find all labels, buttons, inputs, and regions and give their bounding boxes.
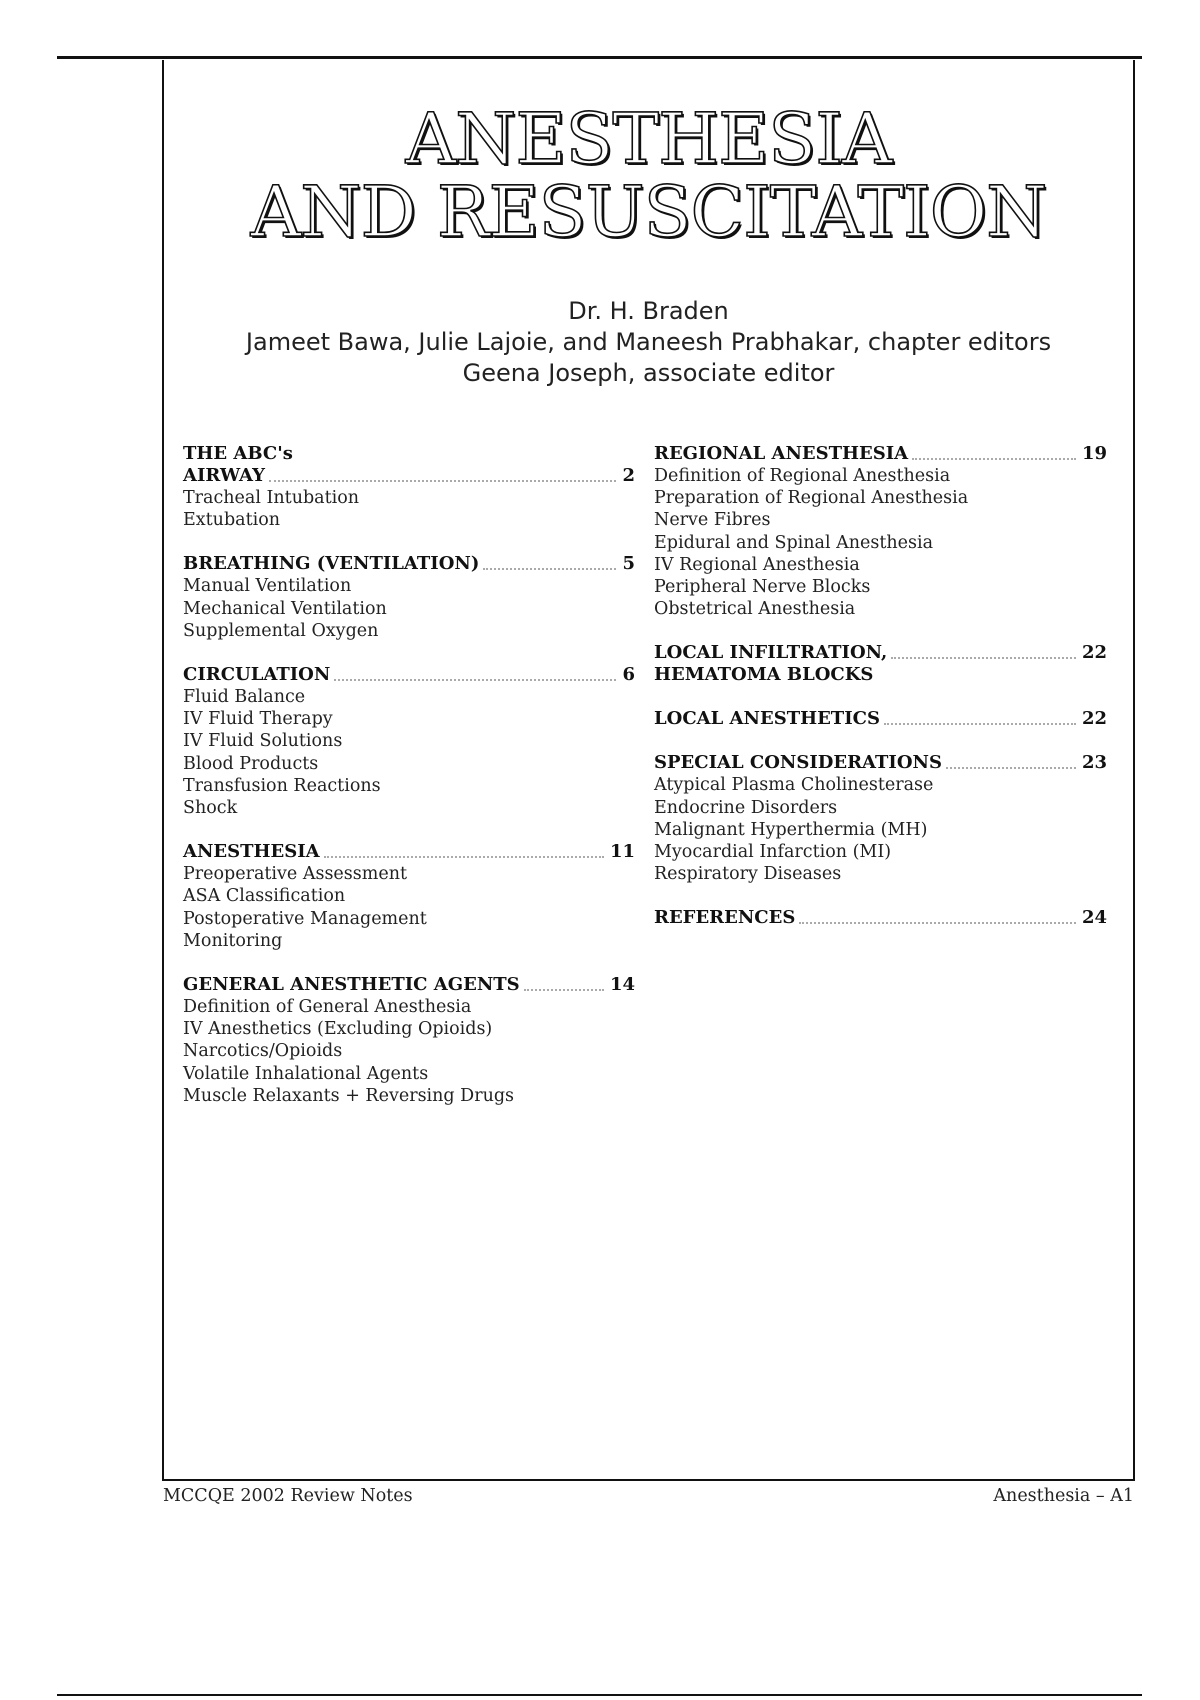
toc-subitem: Supplemental Oxygen — [183, 620, 379, 641]
toc-section-title[interactable]: LOCAL INFILTRATION, — [654, 642, 888, 664]
toc-section-general-anesthetic-agents — [183, 974, 635, 1107]
toc-subitem: Respiratory Diseases — [654, 864, 842, 885]
toc-page-number: 22 — [1081, 642, 1107, 664]
toc-section-title[interactable]: LOCAL ANESTHETICS — [654, 708, 880, 730]
toc-subitem: Malignant Hyperthermia (MH) — [654, 819, 928, 840]
dot-leader — [891, 657, 1076, 659]
toc-section-title[interactable]: SPECIAL CONSIDERATIONS — [654, 752, 942, 774]
toc-page-number: 14 — [609, 974, 635, 996]
toc-subitem: Obstetrical Anesthesia — [654, 599, 856, 620]
toc-subitem: Preparation of Regional Anesthesia — [654, 488, 969, 509]
toc-section-title[interactable]: ANESTHESIA — [183, 841, 320, 863]
toc-right-column — [654, 443, 1107, 951]
footer-publication: MCCQE 2002 Review Notes — [163, 1486, 413, 1506]
toc-subitem: Definition of Regional Anesthesia — [654, 466, 951, 486]
toc-subitem: IV Regional Anesthesia — [654, 554, 860, 575]
toc-page-number: 6 — [622, 664, 635, 686]
toc-subitem: Peripheral Nerve Blocks — [654, 577, 871, 598]
dot-leader — [524, 989, 604, 991]
toc-left-column — [183, 443, 635, 1129]
toc-subitem: Tracheal Intubation — [183, 488, 360, 508]
toc-subitem: IV Anesthetics (Excluding Opioids) — [183, 1019, 493, 1040]
toc-group-heading-abcs: THE ABC's — [183, 443, 293, 464]
dot-leader — [799, 922, 1076, 924]
toc-page-number: 22 — [1081, 708, 1107, 730]
toc-subitem: Shock — [183, 798, 238, 819]
chapter-title — [162, 98, 1135, 253]
toc-subitem: Volatile Inhalational Agents — [183, 1063, 429, 1084]
toc-section-regional-anesthesia — [654, 443, 1107, 620]
toc-subitem: Transfusion Reactions — [183, 775, 381, 796]
toc-subitem: Fluid Balance — [183, 687, 306, 708]
dot-leader — [269, 480, 617, 482]
toc-section-title[interactable]: CIRCULATION — [183, 664, 331, 686]
toc-section-local-anesthetics — [654, 708, 1107, 730]
bottom-rule — [57, 1694, 1142, 1696]
toc-section-title[interactable]: AIRWAY — [183, 465, 265, 486]
toc-subitem: Definition of General Anesthesia — [183, 997, 472, 1018]
chapter-title-line1: ANESTHESIA — [405, 98, 892, 180]
dot-leader — [334, 679, 616, 681]
chapter-title-line2: AND RESUSCITATION — [250, 171, 1047, 253]
toc-subitem: Muscle Relaxants + Reversing Drugs — [183, 1085, 515, 1106]
toc-section-title-continued[interactable]: HEMATOMA BLOCKS — [654, 664, 874, 686]
dot-leader — [483, 568, 616, 570]
toc-subitem: Narcotics/Opioids — [183, 1041, 343, 1062]
toc-subitem: Postoperative Management — [183, 908, 427, 929]
toc-subitem: Myocardial Infarction (MI) — [654, 842, 892, 863]
toc-section-special-considerations — [654, 752, 1107, 885]
toc-subitem: IV Fluid Therapy — [183, 709, 333, 730]
footer-page-label: Anesthesia – A1 — [993, 1486, 1134, 1506]
toc-section-title[interactable]: BREATHING (VENTILATION) — [183, 553, 480, 575]
toc-section-local-infiltration — [654, 642, 1107, 686]
toc-section-airway — [183, 465, 635, 531]
author-name: Dr. H. Braden — [568, 297, 729, 325]
toc-page-number: 5 — [622, 553, 635, 575]
associate-editor: Geena Joseph, associate editor — [462, 359, 835, 387]
toc-subitem: Monitoring — [183, 930, 283, 951]
toc-section-references — [654, 907, 1107, 929]
toc-subitem: Extubation — [183, 510, 281, 531]
toc-section-title[interactable]: GENERAL ANESTHETIC AGENTS — [183, 974, 520, 996]
toc-subitem: Endocrine Disorders — [654, 797, 838, 818]
toc-page-number: 2 — [622, 465, 635, 486]
toc-page-number: 23 — [1081, 752, 1107, 774]
dot-leader — [884, 723, 1076, 725]
toc-subitem: Preoperative Assessment — [183, 864, 407, 885]
toc-section-title[interactable]: REFERENCES — [654, 907, 796, 929]
toc-page-number: 11 — [609, 841, 635, 863]
toc-subitem: Epidural and Spinal Anesthesia — [654, 532, 934, 553]
toc-subitem: Mechanical Ventilation — [183, 598, 387, 619]
toc-subitem: Atypical Plasma Cholinesterase — [654, 775, 934, 796]
toc-subitem: Nerve Fibres — [654, 510, 771, 531]
top-rule — [57, 56, 1142, 59]
toc-subitem: ASA Classification — [183, 886, 346, 907]
toc-subitem: IV Fluid Solutions — [183, 731, 343, 752]
toc-subitem: Manual Ventilation — [183, 576, 352, 597]
dot-leader — [946, 767, 1076, 769]
author-credits — [162, 296, 1135, 389]
toc-section-circulation — [183, 664, 635, 819]
toc-section-title[interactable]: REGIONAL ANESTHESIA — [654, 443, 909, 464]
toc-section-anesthesia — [183, 841, 635, 952]
toc-subitem: Blood Products — [183, 753, 319, 774]
toc-section-breathing — [183, 553, 635, 642]
dot-leader — [324, 856, 604, 858]
toc-page-number: 19 — [1081, 443, 1107, 464]
dot-leader — [912, 458, 1076, 460]
chapter-editors: Jameet Bawa, Julie Lajoie, and Maneesh Prabhakar, chapter editors — [245, 328, 1052, 356]
toc-page-number: 24 — [1081, 907, 1107, 929]
